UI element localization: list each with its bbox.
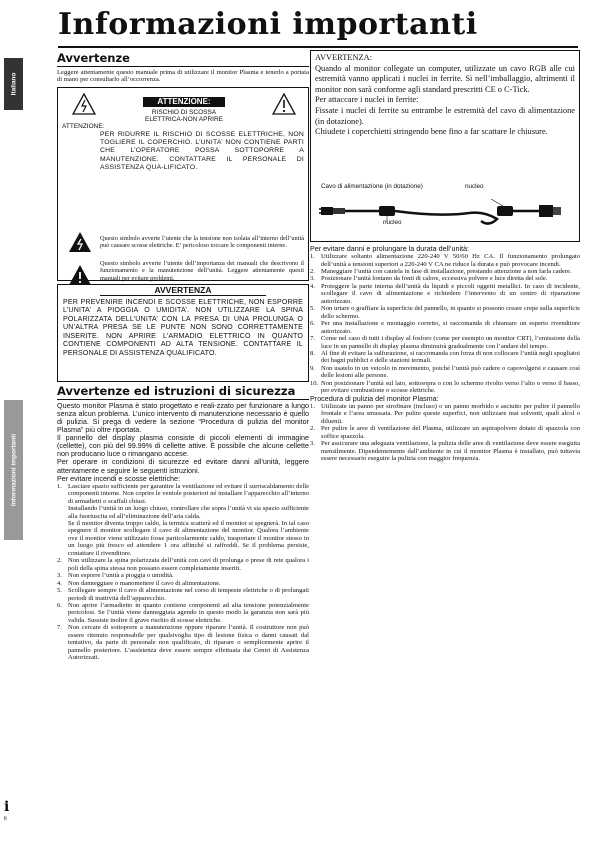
- list-item: [310, 283, 580, 305]
- item-number: 1.: [57, 482, 62, 490]
- attention-sub-1: RISCHIO DI SCOSSA: [151, 108, 217, 116]
- list-item: [310, 403, 580, 425]
- page-number: [4, 798, 12, 822]
- avvertenze-intro: Leggere attentamente questo manuale prima di utilizzare il monitor Plasma e tenerlo a portata di mano per consultarlo all’occorrenza.: [57, 69, 309, 84]
- avvertenza-body: PER PREVENIRE INCENDI E SCOSSE ELETTRICHE, NON ESPORRE L’UNITA’ A PIOGGIA O UMIDITA’. NON UTILIZZARE LA SPINA POLARIZZATA DELL’UNITA’ CON LA PRESA DI UNA PROLUNGA O UN’ALTRA PRESA SE LE PUNTE NON SONO CORRETTAMENTE INSERITE. NON APRIRE L’ARMADIO ELETTRICO IN QUANTO CONTIENE COMPONENTI AD ALTA TENSIONE. CONTATTARE IL PERSONALE DI ASSISTENZA QUALIFICATO.: [63, 297, 303, 357]
- item-text: Non usatelo in un veicolo in movimento, poiché l’unità può cadere o capovolgersi e causare così delle lesioni alle persone.: [321, 364, 580, 380]
- item-number: 6.: [310, 320, 315, 328]
- item-number: 5.: [57, 587, 62, 595]
- list-item: [57, 572, 309, 579]
- ferrite-warning-p3: Fissate i nuclei di ferrite su entrambe le estremità del cavo di alimentazione (in dotazione).: [315, 105, 575, 126]
- cable-label: Cavo di alimentazione (in dotazione): [321, 183, 423, 190]
- damage-list: [310, 253, 580, 395]
- lightning-warning-icon: [72, 93, 96, 115]
- cable-illustration: [319, 183, 569, 238]
- item-text: Non aprire l’armadietto in quanto contiene componenti ad alta tensione potenzialmente pericolosi. Se l’unità viene danneggiata agendo in questo modo la garanzia non sarà più valida. Sussiste inoltre il grave rischio di scosse elettriche.: [68, 602, 309, 624]
- list-item: [310, 365, 580, 380]
- cleaning-heading: Procedura di pulizia del monitor Plasma:: [310, 393, 439, 403]
- list-item: [57, 587, 309, 602]
- item-text: Installando l’unità in un luogo chiuso, controllare che sopra l’unità vi sia spazio sufficiente alla fuoriuscita ed all’eliminazione dell’aria calda.: [68, 505, 309, 520]
- list-item: [57, 520, 309, 557]
- list-item: [310, 320, 580, 335]
- item-number: 7.: [57, 624, 62, 632]
- item-number: 7.: [310, 335, 315, 343]
- ferrite-core-icon: [497, 206, 513, 216]
- side-tab-language: [4, 58, 23, 110]
- item-text: Se il monitor diventa troppo caldo, la termica scatterà ed il monitor si spegnerà. In tal caso spegnere il monitor scollegare il cavo di alimentazione del monitor. Qualora l’ambiente ove il monitor viene utilizzato fosse particolarmente caldo, trasportare il monitor stesso in un luogo più fresco ed attendere 1 ora affinché si raffreddi. Se il problema persiste, contattare il rivenditore.: [68, 520, 309, 557]
- list-item: [57, 557, 309, 572]
- list-item: [57, 602, 309, 624]
- item-number: 5.: [310, 305, 315, 313]
- fire-heading: Per evitare incendi e scosse elettriche:: [57, 473, 181, 483]
- item-text: Lasciare spazio sufficiente per garantire la ventilazione ed evitare il surriscaldamento delle componenti interne. Non coprire le ventole posteriori né installare l’apparecchio all’interno di armadietti o scaffali chiusi.: [68, 482, 309, 505]
- avvertenza-title: AVVERTENZA: [100, 285, 266, 296]
- ferrite-warning-p1: Quando al monitor collegate un computer, utilizzate un cavo RGB alle cui estremità vanno applicati i nuclei in ferrite. Si nell’imballaggio, altrimenti il monitor non sarà conforme agli standard prescritti CE o C-Tick.: [315, 63, 575, 94]
- core-label-2: nucleo: [383, 219, 402, 226]
- exclamation-symbol-text: Questo simbolo avverte l’utente dell’importanza dei manuali che descrivono il funzionamento e la manutenzione dell’unità. Leggere attentamente questi manuali per evitare problemi.: [100, 259, 304, 282]
- item-number: 3.: [310, 440, 315, 448]
- item-number: 3.: [57, 572, 62, 580]
- item-text: Come nel caso di tutti i display al fosforo (come per esempio un monitor CRT), l’emissione della luce in un pannello di display plasma diminuirà gradualmente con l’andare del tempo.: [321, 335, 580, 350]
- list-item: [310, 305, 580, 320]
- item-number: 1.: [310, 402, 315, 410]
- cleaning-list: [310, 403, 580, 463]
- item-text: Maneggiare l’unità con cautela in fase di installazione, prestando attenzione a non farla cadere.: [321, 268, 572, 275]
- page-number-glyph: i: [4, 799, 10, 815]
- list-item: [310, 440, 580, 462]
- ferrite-warning-p4: Chiudete i coperchietti stringendo bene fino a far scattare le chiusure.: [315, 127, 548, 137]
- attention-caps-text: PER RIDURRE IL RISCHIO DI SCOSSE ELETTRICHE, NON TOGLIERE IL COPERCHIO. L’UNITA’ NON CONTIENE PARTI CHE L’OPERATORE POSSA SOTTOPORRE A MANUTENZIONE. CONTATTARE IL PERSONALE DI ASSISTENZA QUA-LIFICATO.: [100, 130, 304, 171]
- sicurezza-heading: Avvertenze ed istruzioni di sicurezza: [57, 383, 296, 398]
- lightning-symbol-text: Questo simbolo avverte l’utente che la tensione non isolata all’interno dell’unità può causare scosse elettriche. E’ pericoloso toccare le componenti interne.: [100, 234, 304, 250]
- list-item: [57, 580, 309, 587]
- ferrite-warning-title: AVVERTENZA:: [315, 53, 373, 62]
- core-label-1: nucleo: [465, 183, 484, 190]
- attention-box: [57, 87, 309, 281]
- item-number: 6.: [57, 602, 62, 609]
- item-text: Proteggere la parte interna dell’unità da liquidi e piccoli oggetti metallici. In caso di incidente, scollegare il cavo di alimentazione e richiedere l’intervento di un centro di riparazione autorizzato.: [321, 282, 580, 305]
- item-text: Per una installazione e montaggio corretto, si raccomanda di chiamare un esperto rivenditore autorizzato.: [321, 320, 580, 335]
- avvertenza-box: [57, 284, 309, 382]
- attention-sub-2: ELETTRICA-NON APRIRE: [144, 116, 223, 124]
- heading-rule: [57, 399, 309, 400]
- side-tab-section: [4, 400, 23, 540]
- attention-lead: ATTENZIONE:: [62, 122, 105, 130]
- item-text: Non esporre l’unità a pioggia o umidità.: [68, 572, 174, 580]
- item-number: 9.: [310, 364, 315, 372]
- side-tab-section-label: Informazioni importanti: [10, 433, 17, 507]
- exclamation-symbol-icon: [68, 264, 92, 286]
- item-number: 2.: [57, 557, 62, 565]
- list-item: [310, 275, 580, 282]
- item-text: Al fine di evitare la sulfurazione, si raccomanda con forza di non collocare l’unità negli spogliatoi dei bagni pubblici e delle stazioni termali.: [321, 349, 580, 365]
- item-text: Non cercare di sottoporre a manutenzione oppure riparare l’unità. Il costruttore non può essere ritenuto responsabile per qualsivoglia tipo di lesione fisica o danni causati dal tentativo, da parte di personale non qualificato, di riparare o semplicemente aprire il pannello posteriore. L’assistenza deve essere sempre effettuata dai Centri di Assistenza Autorizzati.: [68, 624, 309, 662]
- list-item: [310, 253, 580, 268]
- heading-rule: [57, 66, 309, 67]
- item-text: Per pulire le aree di ventilazione del Plasma, utilizzare un aspirapolvere dotato di spazzola con soffice spazzola.: [321, 425, 580, 440]
- item-number: 3.: [310, 275, 315, 283]
- item-text: Utilizzate un panno per strofinare (incluso) o un panno morbido e asciutto per pulire il pannello frontale e l’area smussata. Per pulire queste superfici, non utilizzare mai solventi, quali alcol o diluenti.: [321, 402, 580, 425]
- item-number: 2.: [310, 268, 315, 275]
- item-text: Non utilizzare la spina polarizzata dell’unità con cavi di prolunga o prese di rete qualora i poli della spina stessa non possano essere completamente inseriti.: [68, 557, 309, 572]
- item-number: 1.: [310, 253, 315, 261]
- item-number: 4.: [310, 282, 315, 290]
- ferrite-warning-p2: Per attaccare i nuclei in ferrite:: [315, 95, 419, 105]
- power-cable-icon: [319, 193, 569, 229]
- sicurezza-para-2: Il pannello del display plasma consiste di piccoli elementi di immagine (cellette), con più del 99.99% di cellette attive. È possibile che alcune cellette non producano luce o rimangano accese.: [57, 433, 309, 459]
- item-text: Non urtare o graffiare la superficie del pannello, in quanto si possono creare crepe sulla superficie dello schermo.: [321, 305, 580, 320]
- sicurezza-para-1: Questo monitor Plasma è stato progettato e reali-zzato per funzionare a lungo senza alcun problema. L’unico intervento di manutenzione necessario è quello di pulizia. Si prega di vedere la sezione “Procedura di pulizia del monitor Plasma” più oltre riportata.: [57, 400, 309, 435]
- item-text: Per assicurare una adeguata ventilazione, la pulizia delle aree di ventilazione deve essere eseguita mensilmente. Dipendentemente dall’ambiente in cui il monitor Plasma è installato, può tuttavia essere necessario eseguire la pulizia con maggior frequenza.: [321, 440, 580, 462]
- lightning-symbol-icon: [68, 231, 92, 253]
- fire-list: [57, 483, 309, 662]
- item-text: Posizionare l’unità lontano da fonti di calore, eccessiva polvere e luce diretta del sole.: [321, 275, 548, 283]
- page-number-suffix: It: [4, 816, 7, 822]
- left-column: [57, 52, 309, 662]
- title-rule: [58, 46, 578, 48]
- list-item: [310, 335, 580, 350]
- list-item: [57, 624, 309, 661]
- item-number: 4.: [57, 579, 62, 587]
- item-text: Utilizzare soltanto alimentazione 220-240 V 50/60 Hz CA. Il funzionamento prolungato dell’unità a tensioni superiori a 220-240 V CA ne riduce la durata e può provocare incendi.: [321, 253, 580, 268]
- item-text: Non danneggiare o manomettere il cavo di alimentazione.: [68, 579, 221, 587]
- item-number: 10.: [310, 379, 319, 387]
- item-number: 2.: [310, 425, 315, 433]
- list-item: [310, 268, 580, 275]
- side-tab-language-label: Italiano: [10, 72, 17, 96]
- list-item: [310, 350, 580, 365]
- avvertenze-heading: Avvertenze: [57, 51, 130, 65]
- ferrite-warning-box: [310, 50, 580, 242]
- attention-header: [110, 91, 258, 124]
- ferrite-warning-text: [311, 51, 579, 138]
- right-column: [310, 50, 580, 462]
- attention-label: ATTENZIONE:: [143, 97, 224, 107]
- page-title: Informazioni importanti: [58, 7, 478, 42]
- exclamation-warning-icon: [272, 93, 296, 115]
- sicurezza-para-3: Per operare in condizioni di sicurezze ed evitare danni all’unità, leggere attentamente e seguire le seguenti istruzioni.: [57, 457, 309, 475]
- damage-heading: Per evitare danni e prolungare la durata dell’unità:: [310, 244, 470, 253]
- item-text: Scollegare sempre il cavo di alimentazione nel corso di tempeste elettriche o di prolungati periodi di inattività dell’apparecchio.: [68, 587, 309, 602]
- item-number: 8.: [310, 349, 315, 357]
- item-text: Non posizionare l’unità sul lato, sottosopra o con lo schermo rivolto verso l’alto o verso il basso, per evitare combustione o scosse elettriche.: [321, 379, 580, 395]
- list-item: [57, 505, 309, 520]
- list-item: [310, 425, 580, 440]
- ferrite-core-icon: [379, 206, 395, 216]
- list-item: [57, 483, 309, 505]
- list-item: [310, 380, 580, 395]
